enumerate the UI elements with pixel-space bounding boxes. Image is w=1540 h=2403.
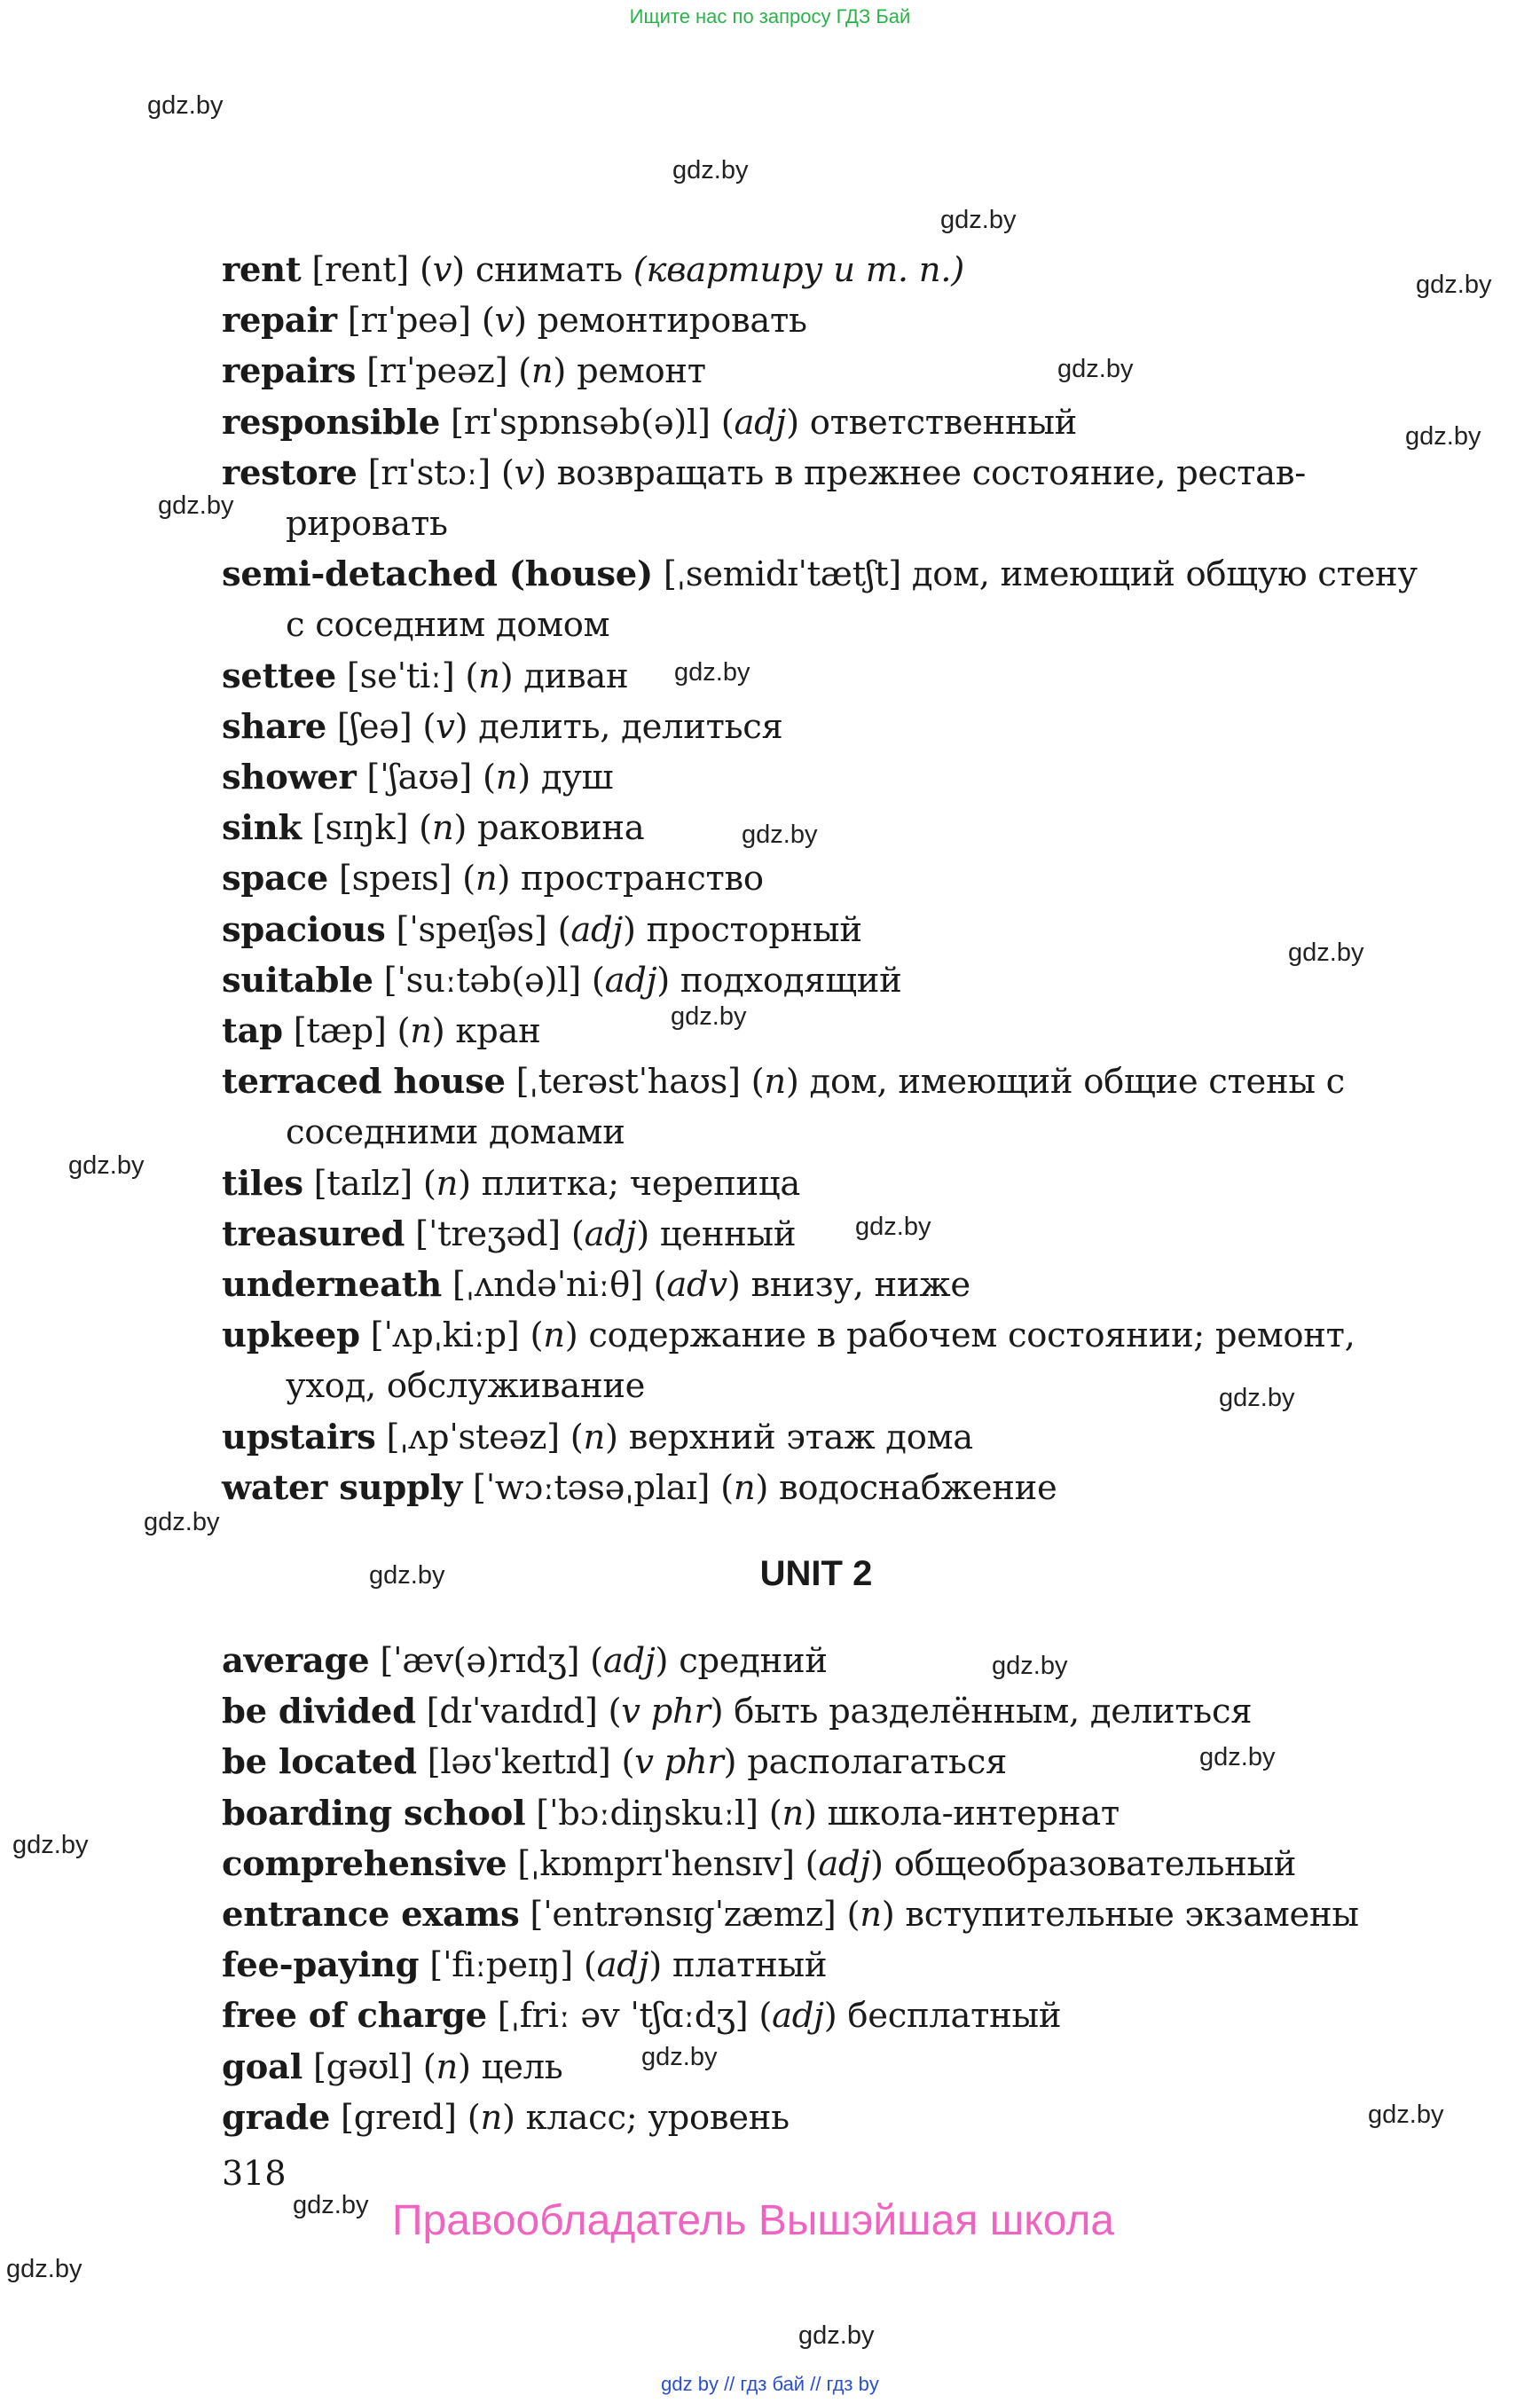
watermark: gdz.by <box>1219 1384 1295 1412</box>
watermark: gdz.by <box>674 658 750 687</box>
glossary-entry: sink [sɪŋk] (n) раковина <box>222 808 645 849</box>
glossary-entry: repairs [rɪˈpeəz] (n) ремонт <box>222 351 706 392</box>
watermark: gdz.by <box>293 2191 369 2219</box>
copyright-notice: Правообладатель Вышэйшая школа <box>392 2197 1115 2244</box>
glossary-entry: free of charge [ˌfriː əv ˈtʃɑːdʒ] (adj) бесплатный <box>222 1996 1062 2037</box>
watermark: gdz.by <box>742 821 818 849</box>
glossary-entry: terraced house [ˌterəstˈhaʊs] (n) дом, имеющий общие стены с соседними домами <box>222 1062 1345 1153</box>
glossary-entry: restore [rɪˈstɔː] (v) возвращать в прежнее состояние, рестав‑ рировать <box>222 452 1306 545</box>
glossary-entry: spacious [ˈspeɪʃəs] (adj) просторный <box>222 909 862 950</box>
glossary-entry: rent [rent] (v) снимать (квартиру и т. п.) <box>222 250 964 290</box>
glossary-entry: responsible [rɪˈspɒnsəb(ə)l] (adj) ответственный <box>222 402 1078 443</box>
glossary-entry: entrance exams [ˈentrənsɪgˈzæmz] (n) вступительные экзамены <box>222 1895 1359 1936</box>
watermark: gdz.by <box>940 206 1017 234</box>
header-banner: Ищите нас по запросу ГДЗ Бай <box>629 5 911 27</box>
glossary-entry: average [ˈæv(ə)rɪdʒ] (adj) средний <box>222 1641 828 1681</box>
glossary-entry: water supply [ˈwɔːtəsəˌplaɪ] (n) водоснабжение <box>222 1467 1057 1508</box>
glossary-entry: repair [rɪˈpeə] (v) ремонтировать <box>222 301 807 342</box>
glossary-entry: tiles [taɪlz] (n) плитка; черепица <box>222 1163 800 1204</box>
glossary-entry: underneath [ˌʌndəˈniːθ] (adv) внизу, ниже <box>222 1265 970 1306</box>
glossary-entry: shower [ˈʃaʊə] (n) душ <box>222 758 614 798</box>
watermark: gdz.by <box>12 1831 89 1859</box>
glossary-entry: boarding school [ˈbɔːdiŋskuːl] (n) школа-интернат <box>222 1793 1120 1834</box>
glossary-entry: fee-paying [ˈfiːpeɪŋ] (adj) платный <box>222 1945 828 1986</box>
glossary-entry: semi-detached (house) [ˌsemidɪˈtætʃt] дом, имеющий общую стену с соседним домом <box>222 554 1418 646</box>
glossary-entry: be divided [dɪˈvaɪdɪd] (v phr) быть разделённым, делиться <box>222 1692 1253 1732</box>
glossary-entry: treasured [ˈtreʒəd] (adj) ценный <box>222 1213 797 1254</box>
glossary-entry: settee [seˈtiː] (n) диван <box>222 656 629 696</box>
watermark: gdz.by <box>68 1151 145 1180</box>
watermark: gdz.by <box>992 1652 1068 1680</box>
watermark: gdz.by <box>672 156 749 185</box>
page-number: 318 <box>222 2154 287 2193</box>
glossary-entry: suitable [ˈsuːtəb(ə)l] (adj) подходящий <box>222 960 902 1001</box>
watermark: gdz.by <box>369 1561 445 1590</box>
watermark: gdz.by <box>671 1002 747 1031</box>
watermark: gdz.by <box>6 2255 82 2283</box>
watermark: gdz.by <box>147 91 224 120</box>
glossary-entry: share [ʃeə] (v) делить, делиться <box>222 706 783 747</box>
watermark: gdz.by <box>1288 938 1364 967</box>
footer-banner: gdz by // гдз бай // гдз by <box>661 2373 879 2395</box>
glossary-entry: be located [ləʊˈkeɪtɪd] (v phr) располагаться <box>222 1742 1007 1783</box>
unit-title: UNIT 2 <box>759 1554 873 1593</box>
glossary-entry: goal [gəʊl] (n) цель <box>222 2046 563 2087</box>
watermark: gdz.by <box>144 1508 220 1536</box>
glossary-entry: grade [greɪd] (n) класс; уровень <box>222 2097 790 2138</box>
watermark: gdz.by <box>855 1213 931 1241</box>
unit1-glossary <box>222 245 1428 1513</box>
watermark: gdz.by <box>1368 2101 1444 2129</box>
watermark: gdz.by <box>798 2321 875 2350</box>
watermark: gdz.by <box>641 2043 718 2071</box>
watermark: gdz.by <box>1199 1743 1276 1771</box>
glossary-entry: tap [tæp] (n) кран <box>222 1011 541 1052</box>
watermark: gdz.by <box>1416 271 1492 299</box>
watermark: gdz.by <box>158 491 234 520</box>
glossary-entry: upstairs [ˌʌpˈsteəz] (n) верхний этаж дома <box>222 1417 973 1457</box>
glossary-entry: comprehensive [ˌkɒmprɪˈhensɪv] (adj) общеобразовательный <box>222 1843 1297 1884</box>
glossary-entry: upkeep [ˈʌpˌkiːp] (n) содержание в рабочем состоянии; ремонт, уход, обслуживание <box>222 1315 1355 1407</box>
watermark: gdz.by <box>1405 422 1481 451</box>
glossary-entry: space [speɪs] (n) пространство <box>222 859 764 899</box>
watermark: gdz.by <box>1057 355 1134 383</box>
unit2-glossary <box>222 1636 1428 2143</box>
